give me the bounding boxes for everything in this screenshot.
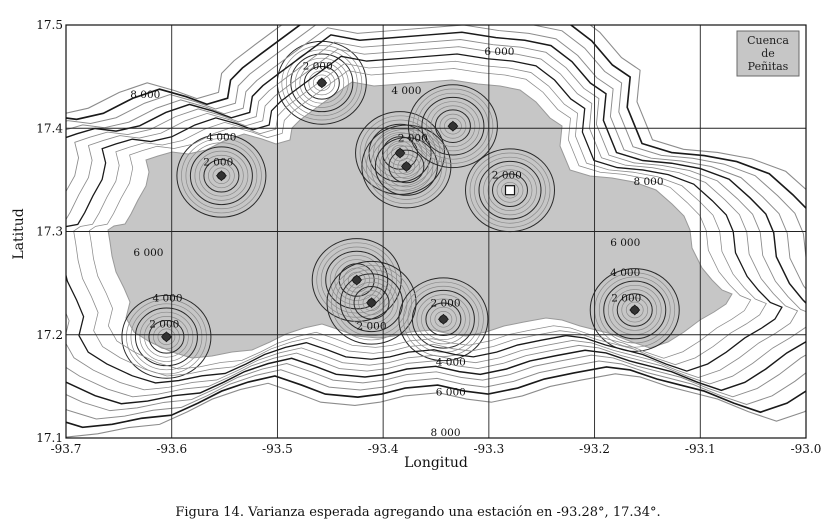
contour-label: 2 000 (611, 292, 642, 305)
contour-label: 2 000 (302, 60, 333, 73)
contour-label: 6 000 (484, 45, 515, 58)
contour-label: 2 000 (491, 169, 522, 182)
new-station-marker (506, 186, 515, 195)
contour-label: 2 000 (203, 156, 234, 169)
x-tick-label: -93.6 (156, 442, 188, 456)
x-tick-label: -93.0 (790, 442, 822, 456)
contour-label: 6 000 (133, 247, 164, 260)
contour-label: 2 000 (356, 320, 387, 333)
x-tick-label: -93.5 (262, 442, 293, 456)
contour-label: 4 000 (206, 131, 237, 144)
legend (737, 31, 799, 76)
x-tick-label: -93.4 (367, 442, 399, 456)
x-tick-label: -93.7 (50, 442, 82, 456)
contour-label: 8 000 (633, 175, 664, 188)
contour-label: 2 000 (149, 318, 180, 331)
contour-label: 4 000 (391, 85, 422, 98)
figure-caption: Figura 14. Varianza esperada agregando una estación en -93.28°, 17.34°. (175, 505, 661, 520)
contour-label: 4 000 (435, 356, 466, 369)
contour-label: 6 000 (610, 236, 641, 249)
contour-label: 6 000 (435, 386, 466, 399)
x-tick-labels (51, 442, 822, 456)
y-tick-label: 17.5 (36, 18, 63, 32)
contour-label: 4 000 (152, 292, 183, 305)
y-tick-label: 17.3 (36, 224, 63, 239)
contour-label: 2 000 (430, 297, 461, 310)
y-tick-label: 17.2 (36, 327, 63, 342)
contour-label: 8 000 (130, 89, 161, 102)
legend-label-line-1: Cuenca (747, 34, 789, 47)
legend-label-line-3: Peñitas (747, 60, 789, 73)
contour-label: 2 000 (397, 132, 428, 145)
y-axis-title: Latitud (11, 208, 27, 260)
contour-label: 4 000 (610, 266, 641, 279)
contour-label: 8 000 (430, 426, 461, 439)
x-tick-label: -93.2 (579, 442, 610, 456)
y-tick-labels (36, 18, 63, 445)
legend-label-line-2: de (761, 47, 775, 60)
x-tick-label: -93.3 (473, 442, 505, 456)
y-tick-label: 17.1 (36, 431, 63, 445)
y-tick-label: 17.4 (36, 121, 63, 136)
x-axis-title: Longitud (404, 455, 468, 471)
x-tick-label: -93.1 (684, 442, 716, 456)
